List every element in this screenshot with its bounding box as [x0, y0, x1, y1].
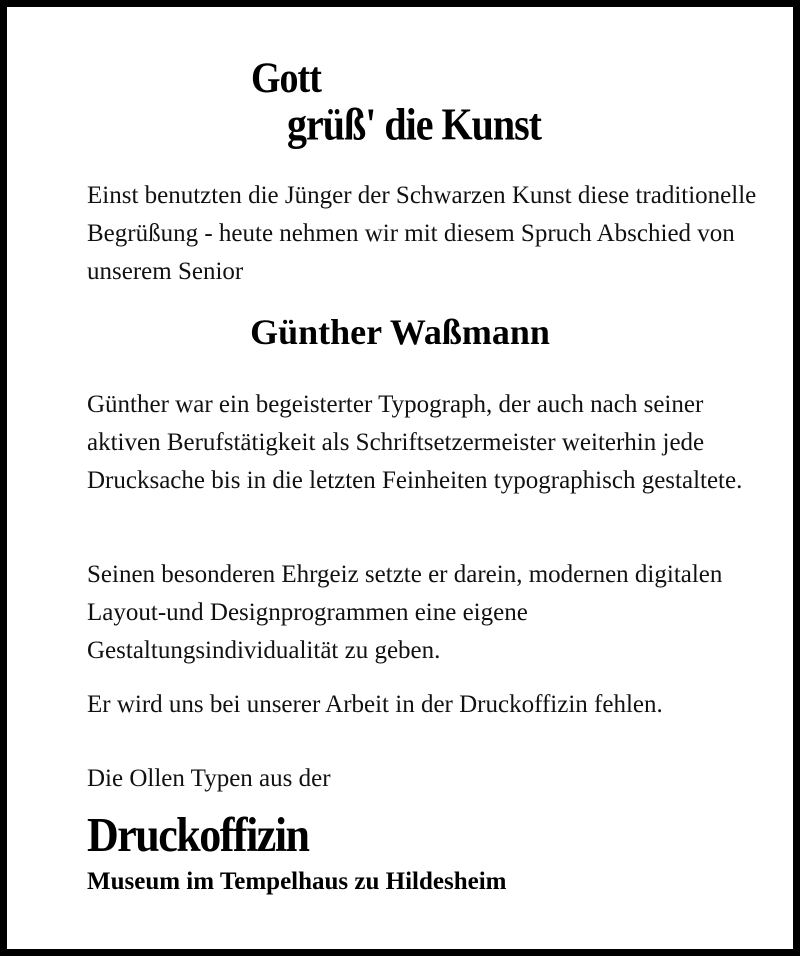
heading-line-1: Gott: [251, 54, 321, 103]
deceased-name: Günther Waßmann: [250, 312, 550, 352]
museum-subline: Museum im Tempelhaus zu Hildesheim: [87, 868, 507, 895]
paragraph-ambition: Seinen besonderen Ehrgeiz setzte er darein, modernen digitalen Layout-und Designprogrammen eine eigene Gestaltungsindividualität zu geben.: [87, 561, 723, 664]
heading-line-2: grüß' die Kunst: [287, 98, 541, 150]
paragraph-typographer: Günther war ein begeisterter Typograph, der auch nach seiner aktiven Berufstätigkeit als Schriftsetzermeister weiterhin jede Drucksache bis in die letzten Feinheiten typographisch gestaltete.: [87, 391, 743, 494]
paragraph-farewell: Er wird uns bei unserer Arbeit in der Druckoffizin fehlen.: [87, 691, 663, 718]
intro-text: Einst benutzten die Jünger der Schwarzen Kunst diese traditionelle Begrüßung - heute nehmen wir mit diesem Spruch Abschied von unserem Senior: [87, 182, 757, 285]
signature-from: Die Ollen Typen aus der: [87, 765, 331, 792]
druckoffizin-logo: Druckoffizin: [87, 808, 309, 862]
